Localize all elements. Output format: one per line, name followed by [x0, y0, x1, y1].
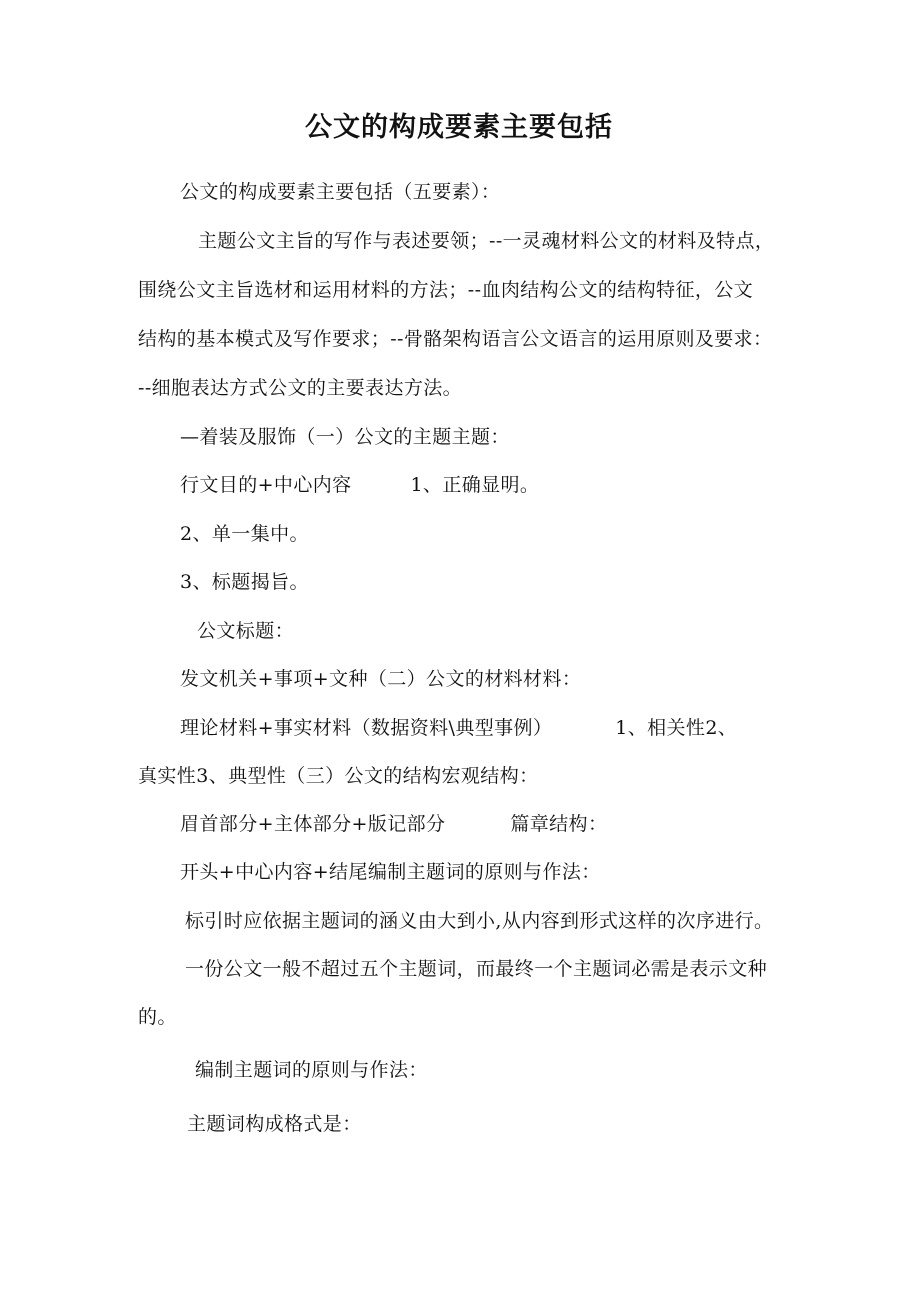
paragraph-line-layout-parts: [180, 812, 607, 836]
paragraph-line-section-two: 发文机关+事项+文种（二）公文的材料材料：: [180, 668, 582, 690]
paragraph-line-keyword-principles: 编制主题词的原则与作法：: [195, 1059, 428, 1081]
point-relevance: 1、相关性2、: [615, 717, 738, 739]
paragraph-line-expression: --细胞表达方式公文的主要表达方法。: [138, 377, 463, 399]
paragraph-line-material-types: [180, 716, 737, 740]
purpose-formula: 行文目的+中心内容: [180, 474, 352, 496]
paragraph-line-document-title: 公文标题：: [197, 620, 295, 642]
document-title: 公文的构成要素主要包括: [305, 112, 613, 143]
paragraph-line-elements-intro: 公文的构成要素主要包括（五要素）：: [180, 181, 501, 203]
paragraph-line-point-two: 2、单一集中。: [180, 523, 309, 545]
material-formula: 理论材料+事实材料（数据资料\典型事例）: [180, 717, 553, 739]
paragraph-line-keyword-format: 主题词构成格式是：: [187, 1113, 362, 1135]
paragraph-line-opening: 开头+中心内容+结尾编制主题词的原则与作法：: [180, 861, 601, 883]
layout-formula: 眉首部分+主体部分+版记部分: [180, 813, 446, 835]
paragraph-line-theme: 主题公文主旨的写作与表述要领；--一灵魂材料公文的材料及特点，: [198, 230, 775, 252]
paragraph-line-indexing-rule: 标引时应依据主题词的涵义由大到小,从内容到形式这样的次序进行。: [185, 910, 774, 932]
paragraph-line-point-three: 3、标题揭旨。: [180, 571, 309, 593]
paragraph-line-structure: 结构的基本模式及写作要求；--骨骼架构语言公文语言的运用原则及要求：: [138, 328, 773, 350]
paragraph-line-keyword-limit-end: 的。: [138, 1006, 177, 1028]
paragraph-line-section-one: —着装及服饰（一）公文的主题主题：: [180, 426, 510, 448]
point-correct: 1、正确显明。: [410, 474, 540, 496]
paragraph-line-section-three: 真实性3、典型性（三）公文的结构宏观结构：: [138, 765, 539, 787]
paragraph-line-purpose: [180, 473, 539, 497]
paragraph-line-material: 围绕公文主旨选材和运用材料的方法；--血肉结构公文的结构特征，公文: [138, 279, 754, 301]
chapter-structure-label: 篇章结构：: [510, 813, 608, 835]
paragraph-line-keyword-limit: 一份公文一般不超过五个主题词，而最终一个主题词必需是表示文种: [185, 958, 768, 980]
